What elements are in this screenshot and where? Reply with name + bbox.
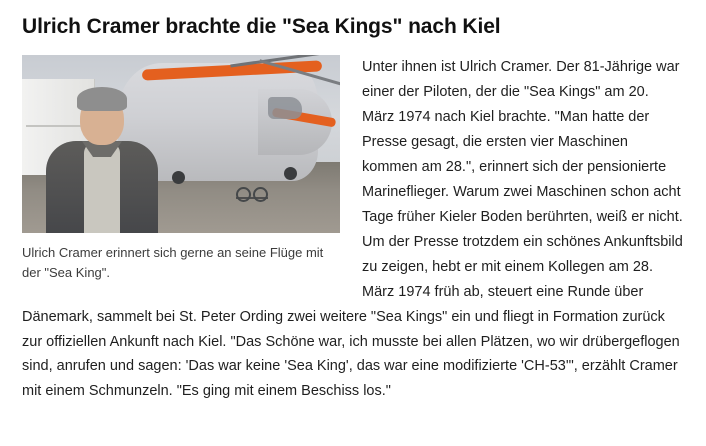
article-body-paragraph: Unter ihnen ist Ulrich Cramer. Der 81-Jährige war einer der Piloten, der die "Sea Kings" am 20. März 1974 nach Kiel brachte. "Man hatte der Presse gesagt, die ersten vier Maschinen kommen am 28.", erinnert sich der pensionierte Marineflieger. Warum zwei Maschinen schon acht Tage früher Kieler Boden berührten, weiß er nicht. Um der Presse trotzdem ein schönes Ankunftsbild zu zeigen, hebt er mit einem Kollegen am 28. März 1974 früh ab, steuert eine Runde über Dänemark, sammelt bei St. Peter Ording zwei weitere "Sea Kings" ein und fliegt in Formation zurück zur offiziellen Ankunft nach Kiel. "Das Schöne war, ich musste bei allen Plätzen, wo wir drübergeflogen sind, anrufen und sagen: 'Das war keine 'Sea King', das war eine modifizierte 'CH-53'", erzählt Cramer mit einem Schmunzeln. "Es ging mit einem Beschiss los." (22, 59, 683, 400)
helicopter-cockpit-window (268, 97, 302, 119)
page-title: Ulrich Cramer brachte die "Sea Kings" nach Kiel (22, 15, 501, 38)
photo-person-hair (77, 87, 127, 111)
article-figure (22, 55, 340, 283)
article-photo (22, 55, 340, 233)
photo-bicycle-icon (236, 183, 268, 199)
photo-caption: Ulrich Cramer erinnert sich gerne an seine Flüge mit der "Sea King". (22, 245, 324, 281)
